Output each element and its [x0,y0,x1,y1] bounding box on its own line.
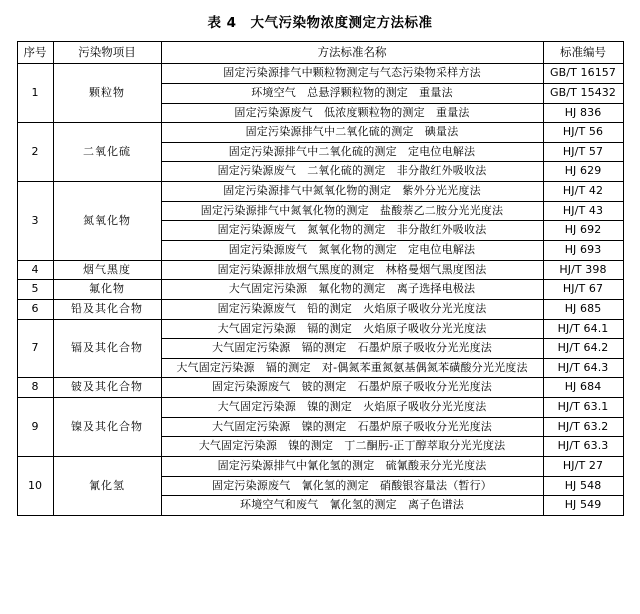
cell-method-standard-name: 固定污染源排气中氮氧化物的测定 紫外分光光度法 [161,182,543,202]
table-row [17,182,623,202]
cell-method-standard-name: 固定污染源排气中颗粒物测定与气态污染物采样方法 [161,64,543,84]
cell-pollutant-item: 氮氧化物 [53,182,161,261]
cell-standard-code: GB/T 15432 [543,83,623,103]
cell-standard-code: HJ 629 [543,162,623,182]
cell-method-standard-name: 固定污染源排放烟气黑度的测定 林格曼烟气黑度图法 [161,260,543,280]
pollutant-method-standards-table [17,41,624,516]
cell-serial-number: 2 [17,123,53,182]
cell-standard-code: HJ/T 63.2 [543,417,623,437]
cell-standard-code: HJ/T 56 [543,123,623,143]
cell-standard-code: HJ 548 [543,476,623,496]
table-row [17,64,623,84]
cell-method-standard-name: 大气固定污染源 氟化物的测定 离子选择电极法 [161,280,543,300]
cell-standard-code: HJ/T 57 [543,142,623,162]
cell-method-standard-name: 固定污染源废气 铍的测定 石墨炉原子吸收分光光度法 [161,378,543,398]
table-row [17,398,623,418]
cell-standard-code: HJ/T 63.1 [543,398,623,418]
table-row [17,280,623,300]
cell-method-standard-name: 大气固定污染源 镍的测定 火焰原子吸收分光光度法 [161,398,543,418]
cell-serial-number: 10 [17,457,53,516]
cell-pollutant-item: 镍及其化合物 [53,398,161,457]
cell-standard-code: HJ 836 [543,103,623,123]
cell-pollutant-item: 铍及其化合物 [53,378,161,398]
cell-standard-code: GB/T 16157 [543,64,623,84]
table-row [17,319,623,339]
cell-pollutant-item: 镉及其化合物 [53,319,161,378]
column-header-code: 标准编号 [543,42,623,64]
cell-method-standard-name: 大气固定污染源 镍的测定 石墨炉原子吸收分光光度法 [161,417,543,437]
cell-method-standard-name: 固定污染源废气 氰化氢的测定 硝酸银容量法（暂行） [161,476,543,496]
cell-pollutant-item: 烟气黑度 [53,260,161,280]
cell-serial-number: 8 [17,378,53,398]
column-header-no: 序号 [17,42,53,64]
table-row [17,260,623,280]
cell-method-standard-name: 固定污染源排气中氮氧化物的测定 盐酸萘乙二胺分光光度法 [161,201,543,221]
cell-method-standard-name: 固定污染源排气中二氧化硫的测定 碘量法 [161,123,543,143]
cell-standard-code: HJ 684 [543,378,623,398]
cell-serial-number: 6 [17,299,53,319]
cell-standard-code: HJ/T 64.1 [543,319,623,339]
cell-standard-code: HJ/T 43 [543,201,623,221]
cell-standard-code: HJ/T 42 [543,182,623,202]
cell-standard-code: HJ/T 64.3 [543,358,623,378]
cell-pollutant-item: 氰化氢 [53,457,161,516]
cell-standard-code: HJ 693 [543,240,623,260]
cell-pollutant-item: 铅及其化合物 [53,299,161,319]
cell-pollutant-item: 二氧化硫 [53,123,161,182]
cell-serial-number: 9 [17,398,53,457]
cell-method-standard-name: 固定污染源排气中二氧化硫的测定 定电位电解法 [161,142,543,162]
cell-standard-code: HJ/T 27 [543,457,623,477]
cell-standard-code: HJ/T 67 [543,280,623,300]
cell-serial-number: 4 [17,260,53,280]
cell-serial-number: 5 [17,280,53,300]
cell-method-standard-name: 固定污染源废气 低浓度颗粒物的测定 重量法 [161,103,543,123]
table-row [17,299,623,319]
cell-method-standard-name: 环境空气 总悬浮颗粒物的测定 重量法 [161,83,543,103]
column-header-method-name: 方法标准名称 [161,42,543,64]
document-page [0,11,640,614]
cell-method-standard-name: 大气固定污染源 镍的测定 丁二酮肟-正丁醇萃取分光光度法 [161,437,543,457]
page-title: 表 4 大气污染物浓度测定方法标准 [207,15,433,31]
cell-standard-code: HJ/T 63.3 [543,437,623,457]
cell-serial-number: 3 [17,182,53,261]
cell-method-standard-name: 大气固定污染源 镉的测定 火焰原子吸收分光光度法 [161,319,543,339]
cell-method-standard-name: 固定污染源排气中氰化氢的测定 硫氰酸汞分光光度法 [161,457,543,477]
table-row [17,378,623,398]
cell-method-standard-name: 固定污染源废气 二氧化硫的测定 非分散红外吸收法 [161,162,543,182]
column-header-item: 污染物项目 [53,42,161,64]
cell-standard-code: HJ/T 64.2 [543,339,623,359]
cell-pollutant-item: 氟化物 [53,280,161,300]
cell-method-standard-name: 固定污染源废气 氮氧化物的测定 定电位电解法 [161,240,543,260]
table-body [17,64,623,516]
cell-method-standard-name: 固定污染源废气 氮氧化物的测定 非分散红外吸收法 [161,221,543,241]
cell-method-standard-name: 大气固定污染源 镉的测定 石墨炉原子吸收分光光度法 [161,339,543,359]
table-header-row [17,42,623,64]
cell-standard-code: HJ/T 398 [543,260,623,280]
table-row [17,457,623,477]
cell-method-standard-name: 固定污染源废气 铅的测定 火焰原子吸收分光光度法 [161,299,543,319]
cell-method-standard-name: 环境空气和废气 氰化氢的测定 离子色谱法 [161,496,543,516]
cell-standard-code: HJ 685 [543,299,623,319]
cell-pollutant-item: 颗粒物 [53,64,161,123]
cell-serial-number: 7 [17,319,53,378]
cell-serial-number: 1 [17,64,53,123]
cell-method-standard-name: 大气固定污染源 镉的测定 对-偶氮苯重氮氨基偶氮苯磺酸分光光度法 [161,358,543,378]
table-row [17,123,623,143]
cell-standard-code: HJ 692 [543,221,623,241]
cell-standard-code: HJ 549 [543,496,623,516]
